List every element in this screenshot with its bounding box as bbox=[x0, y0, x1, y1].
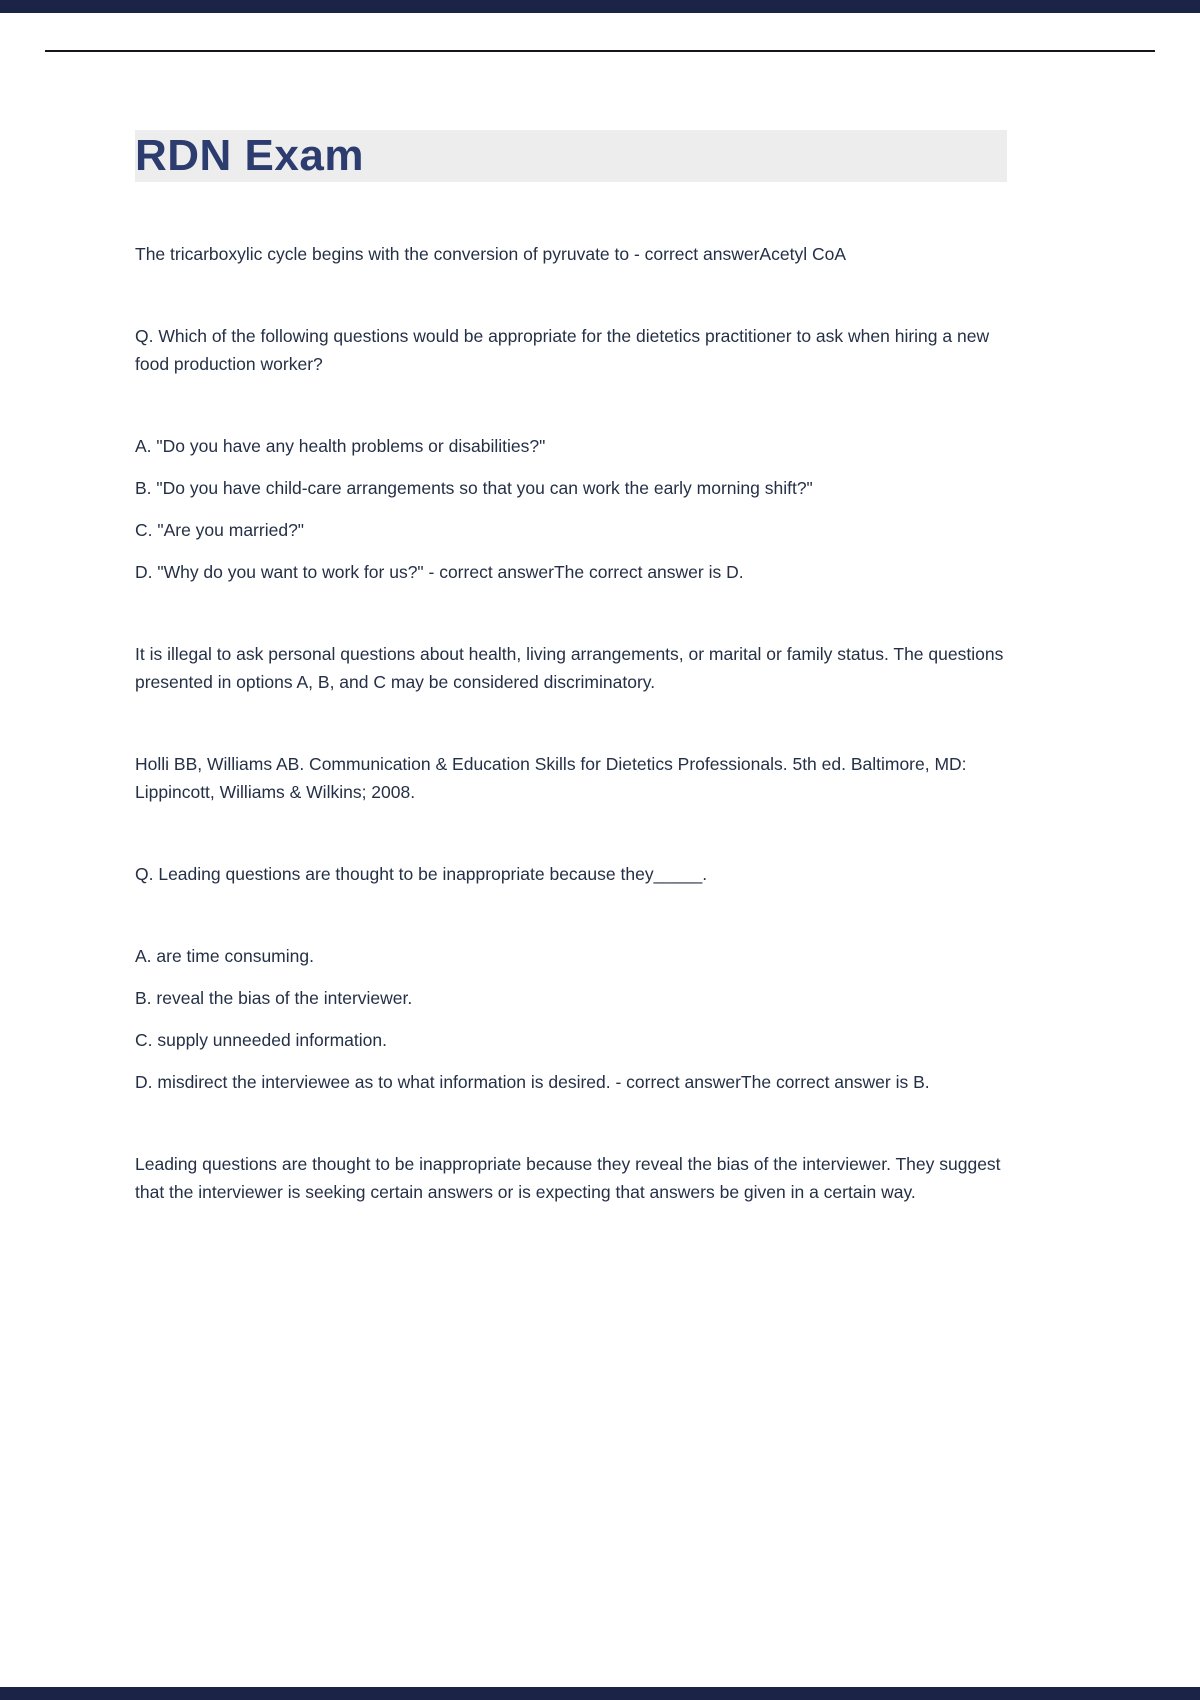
answer-option-c: C. supply unneeded information. bbox=[135, 1030, 387, 1050]
header-rule bbox=[45, 50, 1155, 52]
page-title: RDN Exam bbox=[135, 130, 1007, 182]
answer-option-a: A. "Do you have any health problems or disabilities?" bbox=[135, 436, 546, 456]
answer-option-d: D. "Why do you want to work for us?" - correct answerThe correct answer is D. bbox=[135, 562, 744, 582]
question-paragraph: Q. Leading questions are thought to be inappropriate because they_____. bbox=[135, 864, 708, 884]
document-paragraph: The tricarboxylic cycle begins with the conversion of pyruvate to - correct answerAcetyl CoA bbox=[135, 244, 846, 264]
answer-option-a: A. are time consuming. bbox=[135, 946, 314, 966]
explanation-paragraph: It is illegal to ask personal questions about health, living arrangements, or marital or family status. The questions presented in options A, B, and C may be considered discriminatory. bbox=[135, 644, 1004, 692]
bottom-edge-bar bbox=[0, 1687, 1200, 1700]
explanation-paragraph: Leading questions are thought to be inappropriate because they reveal the bias of the interviewer. They suggest that the interviewer is seeking certain answers or is expecting that answers be given in a certain way. bbox=[135, 1154, 1001, 1202]
answer-option-c: C. "Are you married?" bbox=[135, 520, 305, 540]
top-edge-bar bbox=[0, 0, 1200, 13]
answer-option-b: B. "Do you have child-care arrangements so that you can work the early morning shift?" bbox=[135, 478, 813, 498]
citation-paragraph: Holli BB, Williams AB. Communication & Education Skills for Dietetics Professionals. 5th ed. Baltimore, MD: Lippincott, Williams & Wilkins; 2008. bbox=[135, 754, 967, 802]
document-content bbox=[135, 130, 1007, 1206]
answer-option-d: D. misdirect the interviewee as to what information is desired. - correct answerThe correct answer is B. bbox=[135, 1072, 930, 1092]
answer-option-b: B. reveal the bias of the interviewer. bbox=[135, 988, 413, 1008]
question-paragraph: Q. Which of the following questions would be appropriate for the dietetics practitioner to ask when hiring a new food production worker? bbox=[135, 326, 990, 374]
